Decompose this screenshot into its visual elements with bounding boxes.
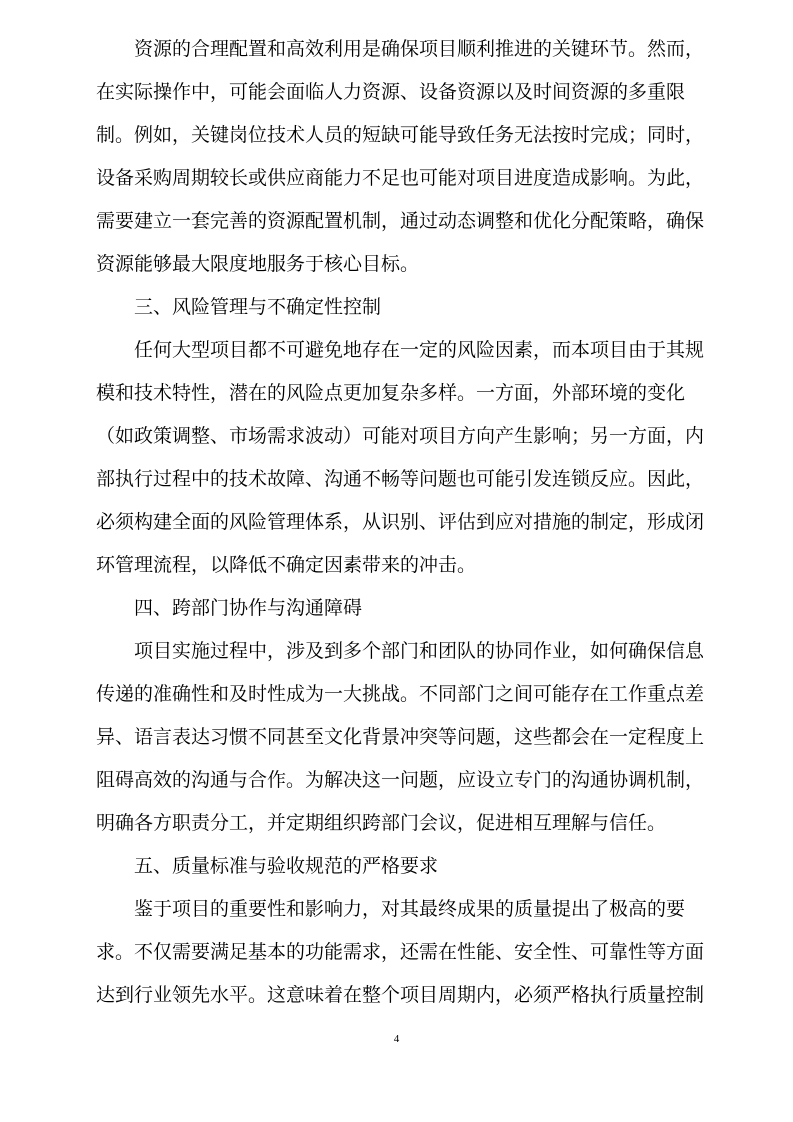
text-line: 达到行业领先水平。这意味着在整个项目周期内，必须严格执行质量控制 xyxy=(96,984,705,1006)
section-heading-cross-department: 四、跨部门协作与沟通障碍 xyxy=(134,597,363,619)
text-line: 制。例如，关键岗位技术人员的短缺可能导致任务无法按时完成；同时， xyxy=(96,124,705,146)
text-line: 求。不仅需要满足基本的功能需求，还需在性能、安全性、可靠性等方面 xyxy=(96,941,705,963)
page-number: 4 xyxy=(393,1033,400,1045)
text-line: 明确各方职责分工，并定期组织跨部门会议，促进相互理解与信任。 xyxy=(96,812,667,834)
text-line: 需要建立一套完善的资源配置机制，通过动态调整和优化分配策略，确保 xyxy=(96,210,705,232)
text-line: 部执行过程中的技术故障、沟通不畅等问题也可能引发连锁反应。因此， xyxy=(96,468,705,490)
page-body xyxy=(96,28,705,1017)
section-heading-risk-management: 三、风险管理与不确定性控制 xyxy=(134,296,382,318)
text-line: 项目实施过程中，涉及到多个部门和团队的协同作业，如何确保信息 xyxy=(134,640,705,662)
paragraph-risk-management xyxy=(96,329,705,587)
text-line: 阻碍高效的沟通与合作。为解决这一问题，应设立专门的沟通协调机制， xyxy=(96,769,705,791)
paragraph-cross-department xyxy=(96,630,705,845)
text-line: 传递的准确性和及时性成为一大挑战。不同部门之间可能存在工作重点差 xyxy=(96,683,705,705)
text-line: 模和技术特性，潜在的风险点更加复杂多样。一方面，外部环境的变化 xyxy=(96,382,686,404)
text-line: 必须构建全面的风险管理体系，从识别、评估到应对措施的制定，形成闭 xyxy=(96,511,705,533)
text-line: 鉴于项目的重要性和影响力，对其最终成果的质量提出了极高的要 xyxy=(134,898,686,920)
text-line: 任何大型项目都不可避免地存在一定的风险因素，而本项目由于其规 xyxy=(134,339,705,361)
text-line: 在实际操作中，可能会面临人力资源、设备资源以及时间资源的多重限 xyxy=(96,81,686,103)
text-line: 环管理流程，以降低不确定因素带来的冲击。 xyxy=(96,554,477,576)
text-line: 资源能够最大限度地服务于核心目标。 xyxy=(96,253,420,275)
text-line: 资源的合理配置和高效利用是确保项目顺利推进的关键环节。然而， xyxy=(134,38,705,60)
text-line: 设备采购周期较长或供应商能力不足也可能对项目进度造成影响。为此， xyxy=(96,167,705,189)
paragraph-quality-standards xyxy=(96,888,705,1017)
section-heading-quality-standards: 五、质量标准与验收规范的严格要求 xyxy=(134,855,439,877)
paragraph-resource-allocation xyxy=(96,28,705,286)
text-line: （如政策调整、市场需求波动）可能对项目方向产生影响；另一方面，内 xyxy=(96,425,705,447)
text-line: 异、语言表达习惯不同甚至文化背景冲突等问题，这些都会在一定程度上 xyxy=(96,726,705,748)
